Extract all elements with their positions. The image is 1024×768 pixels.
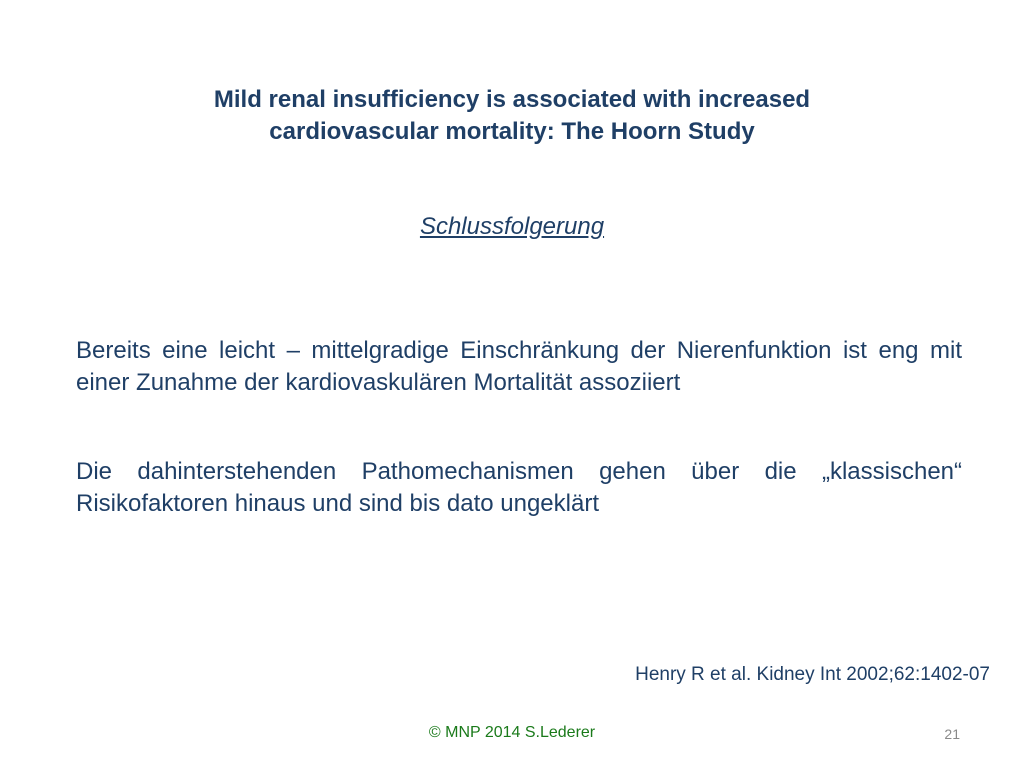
page-number: 21 [944, 726, 960, 742]
title-line-2: cardiovascular mortality: The Hoorn Study [269, 118, 755, 145]
slide-title [0, 84, 1024, 148]
section-heading: Schlussfolgerung [419, 213, 605, 240]
conclusion-paragraph-2: Die dahinterstehenden Pathomechanismen gehen über die „klassischen“ Risikofaktoren hinaus und sind bis dato ungeklärt [76, 458, 962, 517]
citation: Henry R et al. Kidney Int 2002;62:1402-07 [635, 664, 990, 685]
title-line-1: Mild renal insufficiency is associated with increased [213, 86, 811, 113]
conclusion-paragraph-1: Bereits eine leicht – mittelgradige Einschränkung der Nierenfunktion ist eng mit einer Zunahme der kardiovaskulären Mortalität assoziiert [76, 337, 962, 396]
footer-copyright: © MNP 2014 S.Lederer [428, 724, 596, 741]
